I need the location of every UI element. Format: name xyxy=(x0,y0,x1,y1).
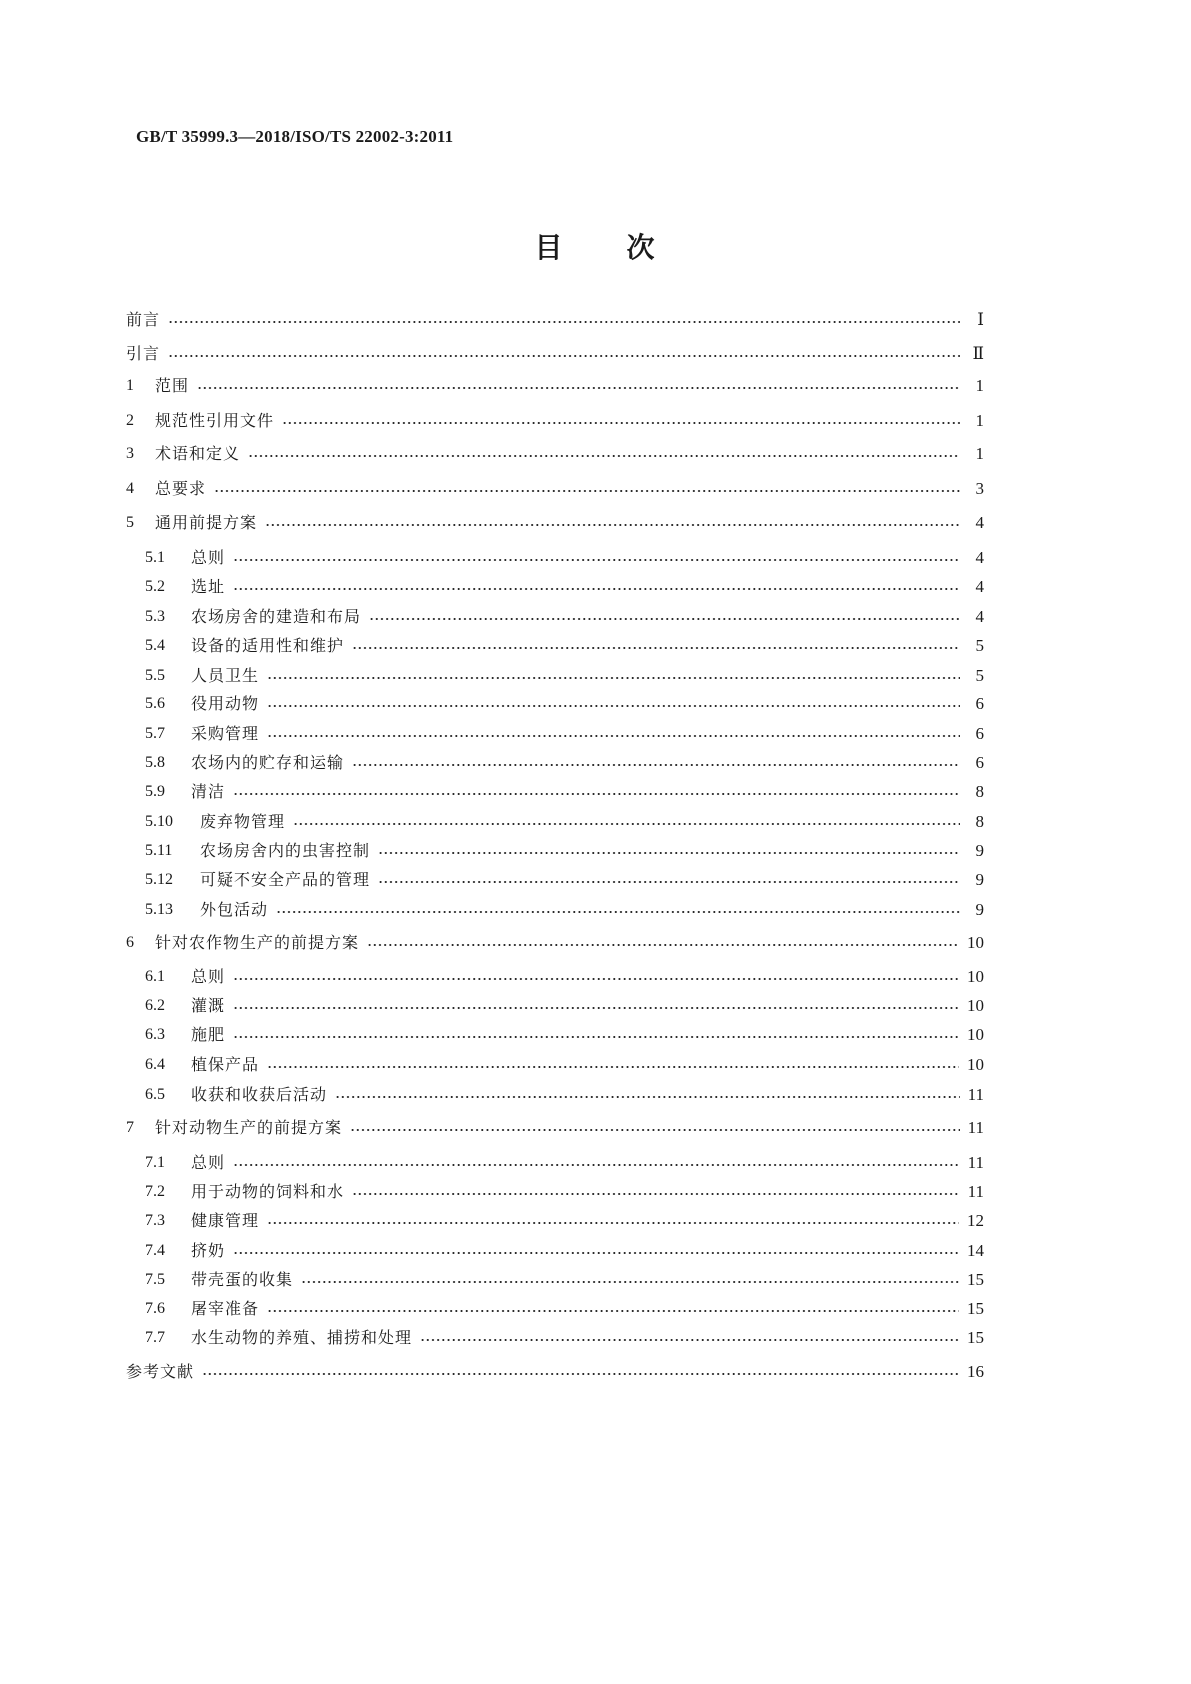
dot-leader xyxy=(265,523,960,527)
toc-item-number: 6.5 xyxy=(145,1086,165,1103)
toc-item-title: 设备的适用性和维护 xyxy=(191,636,345,655)
toc-item[interactable] xyxy=(126,475,984,499)
toc-item-page: 11 xyxy=(967,1182,984,1201)
dot-leader xyxy=(367,943,959,947)
toc-item-page: 10 xyxy=(967,933,984,952)
toc-item-title: 用于动物的饲料和水 xyxy=(191,1182,345,1201)
dot-leader xyxy=(378,851,960,855)
toc-item-page: 6 xyxy=(975,694,984,713)
toc-item[interactable] xyxy=(145,1178,984,1202)
toc-item-number: 7.6 xyxy=(145,1300,165,1317)
toc-item-page: 9 xyxy=(975,841,984,860)
toc-item-number: 7.3 xyxy=(145,1212,165,1229)
toc-item[interactable] xyxy=(145,1266,984,1290)
toc-item-title: 人员卫生 xyxy=(191,666,260,685)
toc-item-title: 灌溉 xyxy=(191,996,226,1015)
toc-item-page: 1 xyxy=(975,444,984,463)
toc-item-page: 10 xyxy=(967,996,984,1015)
toc-item-title: 总则 xyxy=(191,1153,226,1172)
toc-item[interactable] xyxy=(145,1021,984,1045)
toc-item[interactable] xyxy=(145,1149,984,1173)
toc-item-number: 4 xyxy=(126,480,134,497)
toc-item-number: 7.7 xyxy=(145,1329,165,1346)
toc-item-page: 9 xyxy=(975,870,984,889)
toc-item-number: 6 xyxy=(126,934,134,951)
dot-leader xyxy=(267,1065,959,1069)
toc-item[interactable] xyxy=(145,720,984,744)
dot-leader xyxy=(276,910,960,914)
dot-leader xyxy=(352,646,960,650)
toc-item-title: 废弃物管理 xyxy=(200,812,286,831)
toc-item-page: 15 xyxy=(967,1299,984,1318)
toc-item-title: 针对动物生产的前提方案 xyxy=(155,1118,343,1137)
toc-item[interactable] xyxy=(145,963,984,987)
toc-item-page: 15 xyxy=(967,1270,984,1289)
toc-item-title: 规范性引用文件 xyxy=(155,411,275,430)
toc-item-page: 9 xyxy=(975,900,984,919)
toc-item-number: 5 xyxy=(126,514,134,531)
toc-item-page: 11 xyxy=(967,1118,984,1137)
toc-item[interactable] xyxy=(145,778,984,802)
toc-item[interactable] xyxy=(126,929,984,953)
toc-item-number: 5.11 xyxy=(145,842,173,859)
toc-item-title: 前言 xyxy=(126,310,161,329)
toc-item-title: 采购管理 xyxy=(191,724,260,743)
toc-item-title: 引言 xyxy=(126,344,161,363)
dot-leader xyxy=(168,354,960,358)
toc-item[interactable] xyxy=(145,1207,984,1231)
toc-item-number: 5.4 xyxy=(145,637,165,654)
toc-item-title: 总则 xyxy=(191,967,226,986)
toc-item[interactable] xyxy=(126,372,984,396)
toc-item-title: 施肥 xyxy=(191,1025,226,1044)
toc-item-title: 屠宰准备 xyxy=(191,1299,260,1318)
toc-item-title: 总则 xyxy=(191,548,226,567)
dot-leader xyxy=(233,1251,959,1255)
dot-leader xyxy=(214,489,960,493)
toc-item-page: 5 xyxy=(975,666,984,685)
toc-item-page: 14 xyxy=(967,1241,984,1260)
toc-item-number: 5.3 xyxy=(145,608,165,625)
toc-item[interactable] xyxy=(126,340,984,364)
toc-item-number: 6.3 xyxy=(145,1026,165,1043)
toc-item[interactable] xyxy=(145,808,984,832)
dot-leader xyxy=(233,1035,959,1039)
dot-leader xyxy=(233,977,959,981)
dot-leader xyxy=(369,617,960,621)
toc-item-number: 6.2 xyxy=(145,997,165,1014)
toc-item-page: 16 xyxy=(967,1362,984,1381)
toc-item-page: Ⅰ xyxy=(977,310,984,329)
dot-leader xyxy=(335,1095,960,1099)
toc-item[interactable] xyxy=(126,407,984,431)
toc-item[interactable] xyxy=(145,573,984,597)
toc-item-title: 农场房舍的建造和布局 xyxy=(191,607,362,626)
toc-item-page: 4 xyxy=(975,513,984,532)
toc-item[interactable] xyxy=(126,1358,984,1382)
dot-leader xyxy=(267,704,960,708)
toc-item-page: 1 xyxy=(975,376,984,395)
toc-item[interactable] xyxy=(126,1114,984,1138)
title-char-1: 目 xyxy=(534,231,565,264)
toc-item[interactable] xyxy=(145,544,984,568)
dot-leader xyxy=(233,1006,959,1010)
toc-item-number: 7.5 xyxy=(145,1271,165,1288)
toc-item-number: 5.1 xyxy=(145,549,165,566)
toc-item-title: 役用动物 xyxy=(191,694,260,713)
toc-item-page: 4 xyxy=(975,548,984,567)
dot-leader xyxy=(352,1192,960,1196)
dot-leader xyxy=(293,822,960,826)
dot-leader xyxy=(267,734,960,738)
toc-item[interactable] xyxy=(145,866,984,890)
toc-item-title: 总要求 xyxy=(155,479,207,498)
toc-item[interactable] xyxy=(126,509,984,533)
toc-item[interactable] xyxy=(145,1295,984,1319)
toc-item-title: 范围 xyxy=(155,376,190,395)
toc-item-number: 5.10 xyxy=(145,813,173,830)
toc-item-title: 农场房舍内的虫害控制 xyxy=(200,841,371,860)
toc-item-page: 15 xyxy=(967,1328,984,1347)
dot-leader xyxy=(352,763,960,767)
toc-item-title: 植保产品 xyxy=(191,1055,260,1074)
toc-item[interactable] xyxy=(145,837,984,861)
dot-leader xyxy=(202,1372,959,1376)
toc-item-title: 选址 xyxy=(191,577,226,596)
toc-item-number: 1 xyxy=(126,377,134,394)
dot-leader xyxy=(282,421,960,425)
toc-item-page: 11 xyxy=(967,1153,984,1172)
toc-item[interactable] xyxy=(145,603,984,627)
toc-item-page: 12 xyxy=(967,1211,984,1230)
toc-item-page: Ⅱ xyxy=(972,344,984,363)
toc-item-number: 7.2 xyxy=(145,1183,165,1200)
toc-item[interactable] xyxy=(145,690,984,714)
toc-item-title: 水生动物的养殖、捕捞和处理 xyxy=(191,1328,413,1347)
toc-item-number: 5.12 xyxy=(145,871,173,888)
toc-item-number: 2 xyxy=(126,412,134,429)
document-code: GB/T 35999.3—2018/ISO/TS 22002-3:2011 xyxy=(136,127,454,146)
toc-item-number: 5.8 xyxy=(145,754,165,771)
toc-item-number: 7.1 xyxy=(145,1154,165,1171)
dot-leader xyxy=(168,320,960,324)
toc-item-page: 10 xyxy=(967,1025,984,1044)
title-char-2: 次 xyxy=(626,231,657,264)
toc-item[interactable] xyxy=(145,896,984,920)
toc-item-page: 10 xyxy=(967,967,984,986)
dot-leader xyxy=(233,792,960,796)
toc-item[interactable] xyxy=(145,632,984,656)
dot-leader xyxy=(267,1221,959,1225)
toc-item-page: 11 xyxy=(967,1085,984,1104)
toc-item[interactable] xyxy=(145,749,984,773)
toc-item[interactable] xyxy=(145,1324,984,1348)
toc-item-number: 6.1 xyxy=(145,968,165,985)
toc-item-number: 5.5 xyxy=(145,667,165,684)
toc-item-title: 农场内的贮存和运输 xyxy=(191,753,345,772)
toc-item-title: 可疑不安全产品的管理 xyxy=(200,870,371,889)
toc-item-page: 4 xyxy=(975,577,984,596)
toc-item-page: 8 xyxy=(975,782,984,801)
toc-item-title: 健康管理 xyxy=(191,1211,260,1230)
toc-item-page: 3 xyxy=(975,479,984,498)
toc-item-number: 5.2 xyxy=(145,578,165,595)
toc-item-title: 针对农作物生产的前提方案 xyxy=(155,933,360,952)
toc-item[interactable] xyxy=(145,1051,984,1075)
toc-item-page: 4 xyxy=(975,607,984,626)
dot-leader xyxy=(420,1338,959,1342)
dot-leader xyxy=(233,558,960,562)
toc-item[interactable] xyxy=(126,440,984,464)
toc-item-number: 5.6 xyxy=(145,695,165,712)
dot-leader xyxy=(233,1163,960,1167)
dot-leader xyxy=(233,587,960,591)
toc-item-number: 5.7 xyxy=(145,725,165,742)
toc-item-number: 5.13 xyxy=(145,901,173,918)
dot-leader xyxy=(267,1309,959,1313)
toc-item-number: 5.9 xyxy=(145,783,165,800)
toc-item[interactable] xyxy=(145,1081,984,1105)
toc-item-title: 清洁 xyxy=(191,782,226,801)
toc-item-page: 8 xyxy=(975,812,984,831)
toc-item-page: 6 xyxy=(975,753,984,772)
dot-leader xyxy=(350,1128,960,1132)
toc-item-number: 7.4 xyxy=(145,1242,165,1259)
toc-item-number: 3 xyxy=(126,445,134,462)
toc-item-page: 6 xyxy=(975,724,984,743)
toc-item-title: 通用前提方案 xyxy=(155,513,258,532)
toc-item-title: 参考文献 xyxy=(126,1362,195,1381)
toc-item[interactable] xyxy=(126,306,984,330)
toc-item-title: 挤奶 xyxy=(191,1241,226,1260)
toc-item-title: 带壳蛋的收集 xyxy=(191,1270,294,1289)
dot-leader xyxy=(301,1280,959,1284)
toc-item-title: 外包活动 xyxy=(200,900,269,919)
toc-item-page: 5 xyxy=(975,636,984,655)
toc-item-title: 术语和定义 xyxy=(155,444,241,463)
toc-item-page: 1 xyxy=(975,411,984,430)
dot-leader xyxy=(267,676,960,680)
dot-leader xyxy=(248,454,960,458)
toc-item-page: 10 xyxy=(967,1055,984,1074)
toc-item-title: 收获和收获后活动 xyxy=(191,1085,328,1104)
toc-item[interactable] xyxy=(145,662,984,686)
dot-leader xyxy=(378,880,960,884)
toc-item[interactable] xyxy=(145,1237,984,1261)
toc-item-number: 7 xyxy=(126,1119,134,1136)
dot-leader xyxy=(197,386,960,390)
toc-item-number: 6.4 xyxy=(145,1056,165,1073)
toc-item[interactable] xyxy=(145,992,984,1016)
